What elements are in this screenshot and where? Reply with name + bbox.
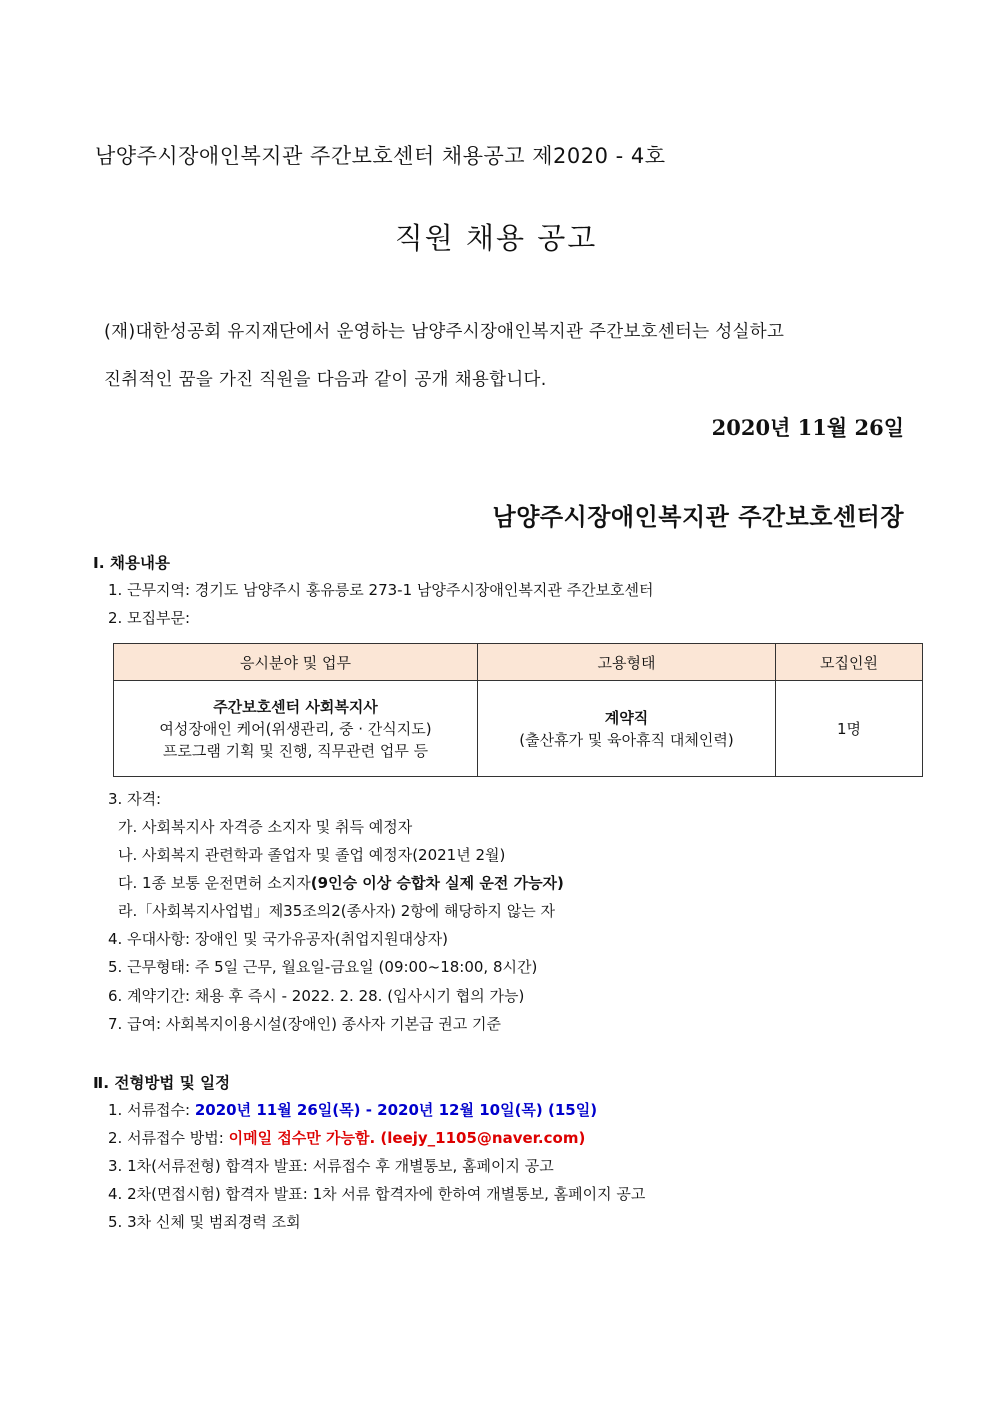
preference: 4. 우대사항: 장애인 및 국가유공자(취업지원대상자): [108, 930, 448, 948]
table-header: 모집인원: [776, 644, 923, 681]
employment-type-note: (출산휴가 및 육아휴직 대체인력): [519, 730, 734, 749]
salary: 7. 급여: 사회복지이용시설(장애인) 종사자 기본급 권고 기준: [108, 1015, 501, 1033]
section-1-heading: Ⅰ. 채용내용: [93, 554, 170, 572]
notice-date: 2020년 11월 26일: [711, 415, 904, 440]
qualification-b: 나. 사회복지 관련학과 졸업자 및 졸업 예정자(2021년 2월): [118, 846, 506, 864]
qualification-c: [118, 872, 564, 893]
qualification-d: 라.「사회복지사업법」제35조의2(종사자) 2항에 해당하지 않는 자: [118, 902, 555, 920]
intro-line-2: 진취적인 꿈을 가진 직원을 다음과 같이 공개 채용합니다.: [104, 370, 547, 390]
contract-period: 6. 계약기간: 채용 후 즉시 - 2022. 2. 28. (입사시기 협의 가능): [108, 987, 525, 1005]
headcount-cell: 1명: [776, 681, 923, 777]
table-header: 고용형태: [478, 644, 776, 681]
field-cell: [114, 681, 478, 777]
qualification-c-text: 다. 1종 보통 운전면허 소지자: [118, 874, 311, 892]
page-title: 직원 채용 공고: [394, 221, 598, 255]
employment-type-cell: [478, 681, 776, 777]
field-duty-2: 프로그램 기획 및 진행, 직무관련 업무 등: [162, 741, 429, 760]
submission-period: 2020년 11월 26일(목) - 2020년 12월 10일(목) (15일): [194, 1101, 598, 1119]
employment-type: 계약직: [604, 708, 649, 727]
submission-method-label: 2. 서류접수 방법:: [108, 1129, 229, 1147]
issuer: 남양주시장애인복지관 주간보호센터장: [492, 503, 904, 531]
submission-email: 이메일 접수만 가능함. (leejy_1105@naver.com): [228, 1129, 586, 1147]
work-schedule: 5. 근무형태: 주 5일 근무, 월요일-금요일 (09:00~18:00, 8시간): [108, 958, 538, 976]
document-submission-label: 1. 서류접수:: [108, 1101, 195, 1119]
table-row: [114, 681, 923, 777]
table-header: 응시분야 및 업무: [114, 644, 478, 681]
intro-line-1: (재)대한성공회 유지재단에서 운영하는 남양주시장애인복지관 주간보호센터는 성실하고: [104, 322, 785, 342]
qualification-c-emphasis: (9인승 이상 승합차 실제 운전 가능자): [310, 874, 564, 892]
notice-number: 남양주시장애인복지관 주간보호센터 채용공고 제2020 - 4호: [95, 144, 666, 168]
submission-method: [108, 1127, 585, 1148]
work-location: 1. 근무지역: 경기도 남양주시 홍유릉로 273-1 남양주시장애인복지관 주간보호센터: [108, 581, 654, 599]
document-submission: [108, 1099, 597, 1120]
recruit-table: [113, 643, 923, 777]
field-duty-1: 여성장애인 케어(위생관리, 중 · 간식지도): [159, 719, 432, 738]
third-round-check: 5. 3차 신체 및 범죄경력 조회: [108, 1213, 301, 1231]
field-title: 주간보호센터 사회복지사: [213, 697, 378, 716]
first-round-result: 3. 1차(서류전형) 합격자 발표: 서류접수 후 개별통보, 홈페이지 공고: [108, 1157, 554, 1175]
qualification-label: 3. 자격:: [108, 790, 162, 808]
qualification-a: 가. 사회복지사 자격증 소지자 및 취득 예정자: [118, 818, 413, 836]
table-header-row: [114, 644, 923, 681]
second-round-result: 4. 2차(면접시험) 합격자 발표: 1차 서류 합격자에 한하여 개별통보, 홈페이지 공고: [108, 1185, 646, 1203]
recruit-field-label: 2. 모집부문:: [108, 609, 191, 627]
section-2-heading: Ⅱ. 전형방법 및 일정: [93, 1074, 231, 1092]
